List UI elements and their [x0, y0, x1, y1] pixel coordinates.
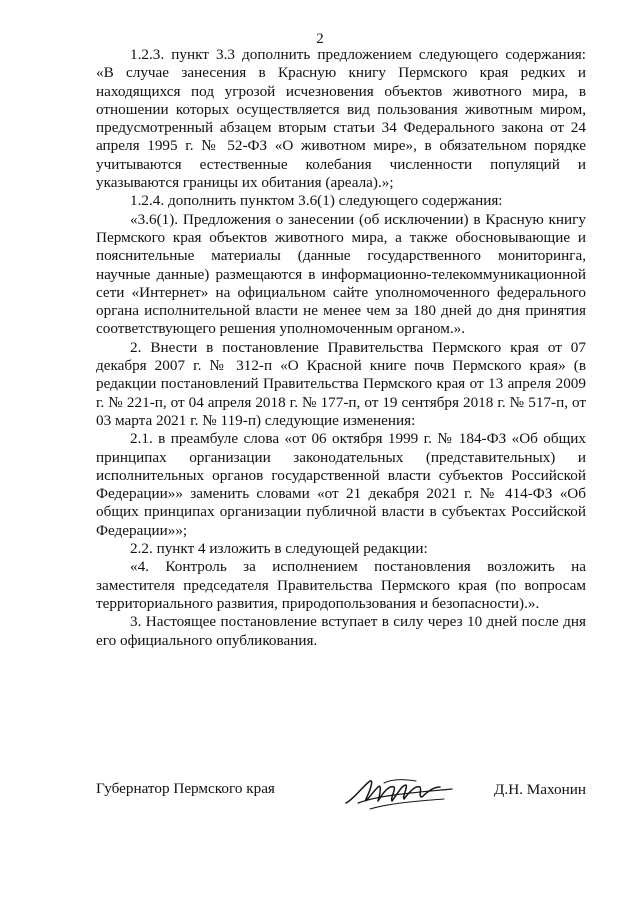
- paragraph-3-6-1-quote: «3.6(1). Предложения о занесении (об исключении) в Красную книгу Пермского края объектов животного мира, а также обосновывающие и пояснительные материалы (данные государственного мониторинга, научные данные) размещаются в информационно-телекоммуникационной сети «Интернет» на официальном сайте уполномоченного федерального органа исполнительной власти не менее чем за 180 дней до дня принятия соответствующего решения уполномоченным органом.».: [96, 210, 586, 338]
- signatory-title: Губернатор Пермского края: [96, 780, 275, 797]
- paragraph-2: 2. Внести в постановление Правительства Пермского края от 07 декабря 2007 г. № 312-п «О Красной книге почв Пермского края» (в редакции постановлений Правительства Пермского края от 13 апреля 2009 г. № 221-п, от 04 апреля 2018 г. № 177-п, от 19 сентября 2018 г. № 517-п, от 03 марта 2021 г. № 119-п) следующие изменения:: [96, 338, 586, 429]
- handwritten-signature-icon: [340, 773, 456, 813]
- signature-block: [96, 773, 586, 817]
- paragraph-2-1: 2.1. в преамбуле слова «от 06 октября 1999 г. № 184-ФЗ «Об общих принципах организации законодательных (представительных) и исполнительных органов государственной власти субъектов Российской Федерации»» заменить словами «от 21 декабря 2021 г. № 414-ФЗ «Об общих принципах организации публичной власти в субъектах Российской Федерации»»;: [96, 430, 586, 539]
- paragraph-1-2-4: 1.2.4. дополнить пунктом 3.6(1) следующего содержания:: [130, 192, 503, 210]
- paragraph-4-quote: «4. Контроль за исполнением постановления возложить на заместителя председателя Правительства Пермского края (по вопросам территориального развития, природопользования и безопасности).».: [96, 558, 586, 612]
- signatory-name: Д.Н. Махонин: [494, 781, 586, 798]
- paragraph-1-2-3: 1.2.3. пункт 3.3 дополнить предложением следующего содержания: «В случае занесения в Красную книгу Пермского края редких и находящихся под угрозой исчезновения объектов животного мира, в отношении которых осуществляется вид пользования животным миром, предусмотренный абзацем вторым статьи 34 Федерального закона от 24 апреля 1995 г. № 52-ФЗ «О животном мире», в обязательном порядке учитываются естественные колебания численности популяций и указываются границы их обитания (ареала).»;: [96, 46, 586, 192]
- page-number: 2: [316, 31, 324, 47]
- document-body: [96, 46, 586, 650]
- paragraph-2-2: 2.2. пункт 4 изложить в следующей редакции:: [130, 540, 428, 558]
- paragraph-3: 3. Настоящее постановление вступает в силу через 10 дней после дня его официального опубликования.: [96, 613, 586, 649]
